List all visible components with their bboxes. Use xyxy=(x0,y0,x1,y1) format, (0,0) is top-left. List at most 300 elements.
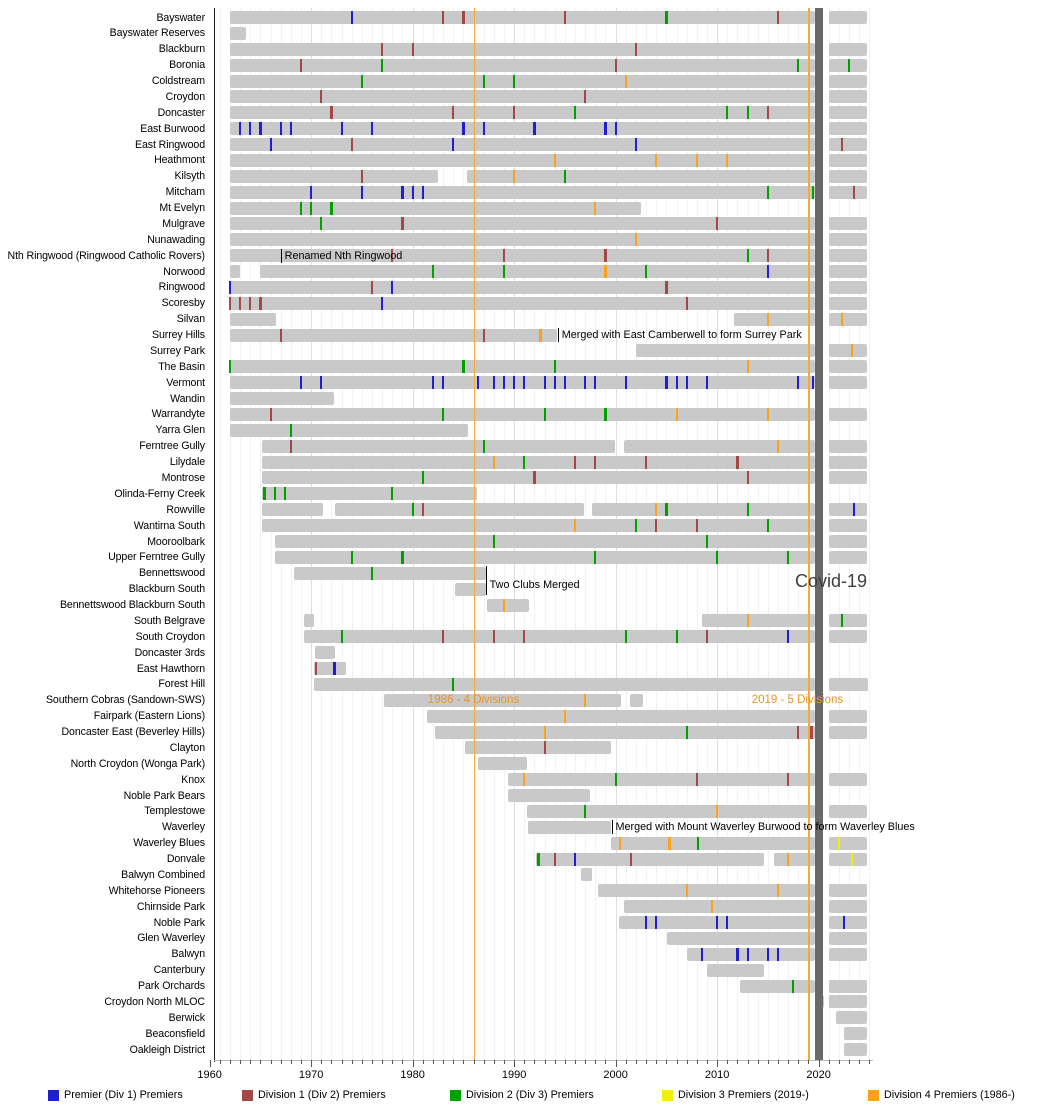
row-label: Scoresby xyxy=(161,297,205,310)
season-bar xyxy=(230,11,815,24)
premiership-tick xyxy=(554,853,556,866)
premiership-tick xyxy=(229,281,231,294)
season-bar xyxy=(262,471,814,484)
row-label: Beaconsfield xyxy=(145,1027,205,1040)
season-bar xyxy=(829,154,868,167)
axis-tick xyxy=(758,1060,759,1064)
premiership-tick xyxy=(503,265,505,278)
premiership-tick xyxy=(841,138,843,151)
legend-item-division2 xyxy=(450,1089,594,1101)
premiership-tick xyxy=(574,456,576,469)
axis-tick-label: 2020 xyxy=(806,1069,831,1081)
premiership-tick xyxy=(544,376,546,389)
row-label: Mitcham xyxy=(165,186,205,199)
division1-color-swatch xyxy=(242,1090,253,1101)
premiership-tick xyxy=(513,106,515,119)
row-label: Doncaster xyxy=(157,106,205,119)
row-label: Kilsyth xyxy=(174,170,205,183)
premiership-tick xyxy=(564,710,566,723)
annotation-text: Merged with Mount Waverley Burwood to form Waverley Blues xyxy=(615,821,915,834)
division-change-line xyxy=(808,8,810,1060)
row-label: Rowville xyxy=(166,503,205,516)
premiership-tick xyxy=(787,773,789,786)
premiership-tick xyxy=(726,106,728,119)
premiership-tick xyxy=(503,599,505,612)
premiership-tick xyxy=(422,186,424,199)
annotation-marker xyxy=(558,328,559,342)
axis-tick xyxy=(494,1060,495,1064)
season-bar xyxy=(844,1027,867,1040)
season-bar xyxy=(740,980,814,993)
row-label: East Hawthorn xyxy=(136,662,205,675)
season-bar xyxy=(230,233,815,246)
premiership-tick xyxy=(645,265,647,278)
premiership-tick xyxy=(523,630,525,643)
season-bar xyxy=(230,217,815,230)
axis-tick xyxy=(271,1060,272,1064)
axis-tick xyxy=(301,1060,302,1064)
premiership-tick xyxy=(371,122,373,135)
season-bar xyxy=(527,805,814,818)
axis-tick xyxy=(829,1060,830,1064)
premiership-tick xyxy=(300,202,302,215)
premiership-tick xyxy=(452,138,454,151)
season-bar xyxy=(829,138,868,151)
row-label: Whitehorse Pioneers xyxy=(108,884,205,897)
premiership-tick xyxy=(483,440,485,453)
season-bar xyxy=(667,932,814,945)
row-label: Mt Evelyn xyxy=(159,202,205,215)
season-bar xyxy=(315,646,335,659)
premiership-tick xyxy=(716,551,718,564)
row-label: East Burwood xyxy=(140,122,205,135)
premiership-tick xyxy=(841,313,843,326)
season-bar xyxy=(314,678,814,691)
year-gridline xyxy=(220,8,221,1060)
season-bar xyxy=(829,630,868,643)
season-bar xyxy=(829,535,868,548)
premiership-tick xyxy=(604,249,606,262)
premiership-tick xyxy=(716,916,718,929)
premiership-tick xyxy=(726,154,728,167)
premiership-tick xyxy=(686,297,688,310)
premier-color-swatch xyxy=(48,1090,59,1101)
axis-tick xyxy=(636,1060,637,1064)
axis-tick-label: 1990 xyxy=(501,1069,527,1081)
season-bar xyxy=(536,853,763,866)
premiership-tick xyxy=(747,503,749,516)
premiership-tick xyxy=(792,980,794,993)
premiership-tick xyxy=(564,376,566,389)
axis-tick xyxy=(260,1060,261,1064)
axis-tick xyxy=(433,1060,434,1064)
season-bar xyxy=(275,535,815,548)
premiership-tick xyxy=(706,376,708,389)
season-bar xyxy=(230,265,240,278)
premiership-tick xyxy=(604,408,606,421)
season-bar xyxy=(829,948,868,961)
season-bar xyxy=(829,678,869,691)
premiership-tick xyxy=(544,741,546,754)
premiership-tick xyxy=(767,948,769,961)
annotation-text: Renamed Nth Ringwood xyxy=(284,249,403,262)
premiership-tick xyxy=(625,75,627,88)
premiership-tick xyxy=(330,106,332,119)
season-bar xyxy=(508,773,815,786)
premiership-tick xyxy=(604,122,606,135)
season-bar xyxy=(829,11,868,24)
season-bar xyxy=(624,440,815,453)
axis-tick xyxy=(737,1060,738,1064)
axis-tick-label: 1970 xyxy=(298,1069,324,1081)
premiership-tick xyxy=(564,11,566,24)
season-bar xyxy=(829,281,868,294)
season-bar xyxy=(702,614,815,627)
row-label: Boronia xyxy=(169,59,205,72)
axis-tick xyxy=(595,1060,596,1064)
premiership-tick xyxy=(462,360,464,373)
row-label: Donvale xyxy=(166,853,205,866)
season-bar xyxy=(455,583,485,596)
row-label: Canterbury xyxy=(153,964,205,977)
premiership-tick xyxy=(812,376,814,389)
season-bar xyxy=(829,932,868,945)
season-bar xyxy=(592,503,814,516)
axis-tick xyxy=(250,1060,251,1064)
season-bar xyxy=(262,503,323,516)
division3-color-swatch xyxy=(662,1090,673,1101)
premiership-tick xyxy=(274,487,276,500)
axis-tick xyxy=(869,1060,870,1064)
premiership-tick xyxy=(300,59,302,72)
axis-tick xyxy=(798,1060,799,1064)
y-axis-line xyxy=(214,8,215,1062)
premiership-tick xyxy=(270,408,272,421)
season-bar xyxy=(230,27,246,40)
premiership-tick xyxy=(493,376,495,389)
premiership-tick xyxy=(696,154,698,167)
season-bar xyxy=(630,694,643,707)
season-bar xyxy=(829,265,868,278)
axis-tick xyxy=(474,1060,475,1064)
division-change-label: 1986 - 4 Divisions xyxy=(427,694,520,706)
season-bar xyxy=(829,853,868,866)
row-label: Mulgrave xyxy=(162,217,205,230)
axis-tick xyxy=(646,1060,647,1064)
row-label: Glen Waverley xyxy=(137,932,205,945)
season-bar xyxy=(829,471,868,484)
premiership-tick xyxy=(351,138,353,151)
axis-tick xyxy=(585,1060,586,1064)
premiership-tick xyxy=(381,43,383,56)
premiership-tick xyxy=(645,456,647,469)
row-label: Waverley Blues xyxy=(133,837,205,850)
row-label: Heathmont xyxy=(154,154,205,167)
season-bar xyxy=(230,313,276,326)
premiership-tick xyxy=(655,916,657,929)
axis-tick xyxy=(717,1060,718,1067)
premiership-tick xyxy=(239,297,241,310)
premiership-tick xyxy=(452,106,454,119)
season-bar xyxy=(275,551,815,564)
season-bar xyxy=(304,630,815,643)
axis-tick xyxy=(707,1060,708,1064)
premiership-tick xyxy=(574,519,576,532)
premiership-tick xyxy=(371,567,373,580)
premiership-tick xyxy=(412,503,414,516)
premiership-tick xyxy=(747,106,749,119)
season-bar xyxy=(294,567,486,580)
premiership-tick xyxy=(259,297,261,310)
premiership-tick xyxy=(401,186,403,199)
premiership-tick xyxy=(412,43,414,56)
annotation-marker xyxy=(281,249,282,263)
annotation-text: Merged with East Camberwell to form Surrey Park xyxy=(561,329,802,342)
row-label: Upper Ferntree Gully xyxy=(108,551,205,564)
year-gridline xyxy=(869,8,870,1060)
premiership-tick xyxy=(513,376,515,389)
row-label: Nth Ringwood (Ringwood Catholic Rovers) xyxy=(7,249,205,262)
season-bar xyxy=(611,837,815,850)
premiership-tick xyxy=(777,948,779,961)
premiership-tick xyxy=(655,503,657,516)
season-bar xyxy=(829,900,868,913)
season-bar xyxy=(829,519,868,532)
premiership-tick xyxy=(493,535,495,548)
premiership-tick xyxy=(391,281,393,294)
premiership-tick xyxy=(747,948,749,961)
premiership-tick xyxy=(838,837,840,850)
season-bar xyxy=(230,186,815,199)
axis-tick xyxy=(565,1060,566,1064)
premiership-tick xyxy=(432,376,434,389)
premiership-tick xyxy=(381,297,383,310)
season-bar xyxy=(487,599,530,612)
axis-tick xyxy=(687,1060,688,1064)
premiership-tick xyxy=(361,75,363,88)
premiership-tick xyxy=(706,630,708,643)
premiership-tick xyxy=(462,122,464,135)
axis-tick xyxy=(311,1060,312,1067)
premiership-tick xyxy=(290,424,292,437)
premiership-tick xyxy=(686,726,688,739)
premiership-tick xyxy=(574,853,576,866)
axis-tick xyxy=(524,1060,525,1064)
premiership-tick xyxy=(310,186,312,199)
season-bar xyxy=(734,313,814,326)
premiership-tick xyxy=(483,75,485,88)
premiership-tick xyxy=(655,519,657,532)
premiership-tick xyxy=(401,217,403,230)
premiership-tick xyxy=(736,948,738,961)
premiership-tick xyxy=(333,662,335,675)
premiership-tick xyxy=(320,217,322,230)
axis-tick xyxy=(666,1060,667,1064)
premiership-tick xyxy=(615,122,617,135)
premiership-tick xyxy=(767,249,769,262)
axis-tick xyxy=(697,1060,698,1064)
premiership-tick xyxy=(630,853,632,866)
season-bar xyxy=(230,75,815,88)
axis-tick xyxy=(382,1060,383,1064)
season-bar xyxy=(230,360,815,373)
premiership-tick xyxy=(259,122,261,135)
premiership-tick xyxy=(452,678,454,691)
premiership-tick xyxy=(401,551,403,564)
row-label: Clayton xyxy=(169,741,205,754)
axis-tick xyxy=(849,1060,850,1064)
row-label: Wandin xyxy=(170,392,205,405)
season-bar xyxy=(829,995,868,1008)
premiership-tick xyxy=(635,138,637,151)
row-label: The Basin xyxy=(158,360,205,373)
premiership-tick xyxy=(701,948,703,961)
division-change-line xyxy=(474,8,476,1060)
season-bar xyxy=(435,726,815,739)
annotation-marker xyxy=(612,820,613,834)
axis-tick xyxy=(220,1060,221,1064)
season-bar xyxy=(829,186,868,199)
axis-tick xyxy=(230,1060,231,1064)
premiership-tick xyxy=(513,170,515,183)
axis-tick xyxy=(352,1060,353,1064)
season-bar xyxy=(335,503,584,516)
premiership-tick xyxy=(229,297,231,310)
axis-tick xyxy=(443,1060,444,1064)
premiership-tick xyxy=(853,503,855,516)
premiership-tick xyxy=(747,360,749,373)
row-label: Olinda-Ferny Creek xyxy=(114,487,205,500)
premiership-tick xyxy=(797,726,799,739)
season-bar xyxy=(467,170,814,183)
premiership-tick xyxy=(320,90,322,103)
season-bar xyxy=(230,202,641,215)
premiership-tick xyxy=(310,202,312,215)
season-bar xyxy=(260,265,814,278)
season-bar xyxy=(829,297,868,310)
premiership-tick xyxy=(706,535,708,548)
premiership-tick xyxy=(686,376,688,389)
axis-tick-label: 2010 xyxy=(704,1069,730,1081)
season-bar xyxy=(465,741,610,754)
axis-tick xyxy=(748,1060,749,1064)
premiership-tick xyxy=(432,265,434,278)
row-label: Warrandyte xyxy=(151,408,205,421)
premiership-tick xyxy=(412,186,414,199)
season-bar xyxy=(829,805,868,818)
legend-item-premier xyxy=(48,1089,183,1101)
season-bar xyxy=(230,43,815,56)
season-bar xyxy=(707,964,764,977)
season-bar xyxy=(528,821,610,834)
legend-item-division4 xyxy=(868,1089,1015,1101)
season-bar xyxy=(836,1011,867,1024)
axis-tick-label: 2000 xyxy=(603,1069,628,1081)
axis-tick xyxy=(362,1060,363,1064)
axis-tick xyxy=(534,1060,535,1064)
premiership-tick xyxy=(422,471,424,484)
premiership-tick xyxy=(843,916,845,929)
season-bar xyxy=(829,43,868,56)
premiership-tick xyxy=(665,503,667,516)
legend-item-division1 xyxy=(242,1089,386,1101)
premiership-tick xyxy=(493,630,495,643)
premiership-tick xyxy=(696,773,698,786)
covid-band xyxy=(815,8,824,1060)
season-bar xyxy=(687,948,815,961)
row-label: Balwyn Combined xyxy=(121,868,205,881)
row-label: Wantirna South xyxy=(133,519,205,532)
premiership-tick xyxy=(229,360,231,373)
legend-item-division3 xyxy=(662,1089,809,1101)
premiership-tick xyxy=(493,456,495,469)
premiership-tick xyxy=(249,122,251,135)
row-label: Vermont xyxy=(166,376,205,389)
premiership-tick xyxy=(284,487,286,500)
premiership-tick xyxy=(736,456,738,469)
row-label: Southern Cobras (Sandown-SWS) xyxy=(45,694,205,707)
season-bar xyxy=(230,392,335,405)
premiership-tick xyxy=(503,249,505,262)
premiership-tick xyxy=(341,122,343,135)
premiership-tick xyxy=(797,59,799,72)
premiership-tick xyxy=(330,202,332,215)
premiership-tick xyxy=(787,551,789,564)
row-label: Doncaster 3rds xyxy=(134,646,205,659)
row-label: Yarra Glen xyxy=(155,424,205,437)
season-bar xyxy=(598,884,814,897)
premiership-tick xyxy=(665,11,667,24)
row-label: Knox xyxy=(181,773,205,786)
x-axis-line xyxy=(214,1060,874,1061)
season-bar xyxy=(230,59,815,72)
season-bar xyxy=(829,440,868,453)
premiership-tick xyxy=(315,662,317,675)
premiership-tick xyxy=(747,614,749,627)
legend-label: Premier (Div 1) Premiers xyxy=(64,1089,183,1101)
row-label: Noble Park xyxy=(153,916,205,929)
premiership-tick xyxy=(594,551,596,564)
premiership-tick xyxy=(320,376,322,389)
premiership-tick xyxy=(544,408,546,421)
axis-tick xyxy=(616,1060,617,1067)
premiership-tick xyxy=(777,884,779,897)
premiership-tick xyxy=(564,170,566,183)
row-label: Berwick xyxy=(168,1011,205,1024)
season-bar xyxy=(230,424,469,437)
premiership-tick xyxy=(619,837,621,850)
season-bar xyxy=(829,313,868,326)
row-label: North Croydon (Wonga Park) xyxy=(70,757,205,770)
premiership-tick xyxy=(635,233,637,246)
premiership-tick xyxy=(391,487,393,500)
season-bar xyxy=(829,884,868,897)
axis-tick-label: 1980 xyxy=(400,1069,425,1081)
season-bar xyxy=(844,1043,867,1056)
premiership-tick xyxy=(594,456,596,469)
row-label: South Croydon xyxy=(135,630,205,643)
premiership-tick xyxy=(726,916,728,929)
row-label: Chirnside Park xyxy=(136,900,205,913)
premiership-tick xyxy=(604,265,606,278)
season-bar xyxy=(829,456,868,469)
row-label: Forest Hill xyxy=(158,678,205,691)
premiership-tick xyxy=(767,313,769,326)
season-bar xyxy=(829,503,868,516)
premiership-tick xyxy=(625,630,627,643)
premiership-tick xyxy=(300,376,302,389)
division-change-label: 2019 - 5 Divisions xyxy=(751,694,844,706)
